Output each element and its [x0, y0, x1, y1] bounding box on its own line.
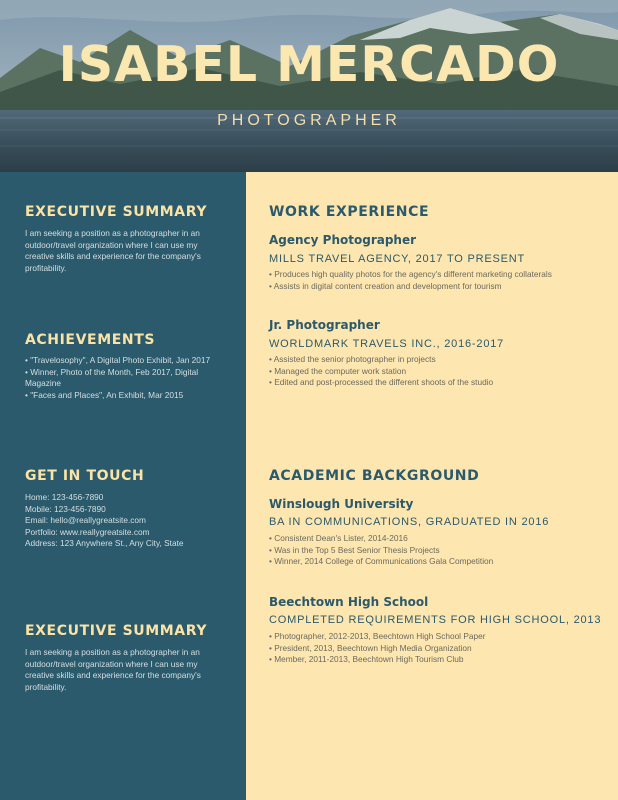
contact-mobile: Mobile: 123-456-7890 [25, 503, 106, 514]
school-achievement-item: • Consistent Dean's Lister, 2014-2016 [269, 533, 408, 543]
job-duty-item: • Managed the computer work station [269, 365, 407, 376]
candidate-name: ISABEL MERCADO [58, 36, 560, 93]
school-achievement-item: • Photographer, 2012-2013, Beechtown High School Paper [269, 631, 486, 641]
contact-address: Address: 123 Anywhere St., Any City, State [25, 538, 184, 549]
school-achievement-item: • President, 2013, Beechtown High Media Organization [269, 642, 472, 653]
job-title: Agency Photographer [269, 233, 417, 247]
school-degree: COMPLETED REQUIREMENTS FOR HIGH SCHOOL, 2013 [269, 614, 602, 626]
job-duty-item: • Produces high quality photos for the agency's different marketing collaterals [269, 269, 552, 279]
executive-summary-text: I am seeking a position as a photographer in an outdoor/travel organization where I can use my creative skills and experience for the company's profitability. [25, 228, 201, 273]
academic-background-heading: ACADEMIC BACKGROUND [269, 468, 480, 484]
school-name: Beechtown High School [269, 595, 429, 609]
header-banner [0, 0, 618, 172]
job-duty-item: • Assisted the senior photographer in projects [269, 354, 436, 364]
executive-summary-text-2: I am seeking a position as a photographer in an outdoor/travel organization where I can use my creative skills and experience for the company's profitability. [25, 647, 201, 692]
school-achievement-item: • Member, 2011-2013, Beechtown High Tourism Club [269, 654, 464, 665]
job-title: Jr. Photographer [269, 318, 380, 332]
job-duties [269, 354, 599, 389]
executive-summary-heading-2: EXECUTIVE SUMMARY [25, 623, 208, 639]
job-duty-item: • Edited and post-processed the different shoots of the studio [269, 377, 494, 388]
school-achievement-item: • Winner, 2014 College of Communications Gala Competition [269, 556, 494, 567]
contact-portfolio: Portfolio: www.reallygreatsite.com [25, 526, 150, 537]
job-duty-item: • Assists in digital content creation and development for tourism [269, 280, 502, 291]
achievement-item: • "Travelosophy", A Digital Photo Exhibit, Jan 2017 [25, 355, 211, 365]
contact-list [25, 492, 225, 550]
school-achievements [269, 631, 599, 666]
achievements-list [25, 355, 225, 401]
job-company: MILLS TRAVEL AGENCY, 2017 TO PRESENT [269, 253, 526, 265]
job-company: WORLDMARK TRAVELS INC., 2016-2017 [269, 338, 505, 350]
school-name: Winslough University [269, 497, 414, 511]
school-achievements [269, 533, 599, 568]
school-achievement-item: • Was in the Top 5 Best Senior Thesis Projects [269, 544, 440, 555]
achievement-item: • Winner, Photo of the Month, Feb 2017, Digital Magazine [25, 366, 199, 389]
contact-heading: GET IN TOUCH [25, 468, 145, 484]
job-duties [269, 269, 599, 292]
candidate-role: PHOTOGRAPHER [217, 112, 401, 129]
contact-home: Home: 123-456-7890 [25, 492, 104, 502]
contact-email: Email: hello@reallygreatsite.com [25, 515, 146, 526]
executive-summary-heading: EXECUTIVE SUMMARY [25, 204, 208, 220]
right-column [246, 172, 618, 800]
achievements-heading: ACHIEVEMENTS [25, 332, 156, 348]
school-degree: BA IN COMMUNICATIONS, GRADUATED IN 2016 [269, 516, 550, 528]
achievement-item: • "Faces and Places", An Exhibit, Mar 2015 [25, 389, 184, 400]
work-experience-heading: WORK EXPERIENCE [269, 204, 430, 220]
